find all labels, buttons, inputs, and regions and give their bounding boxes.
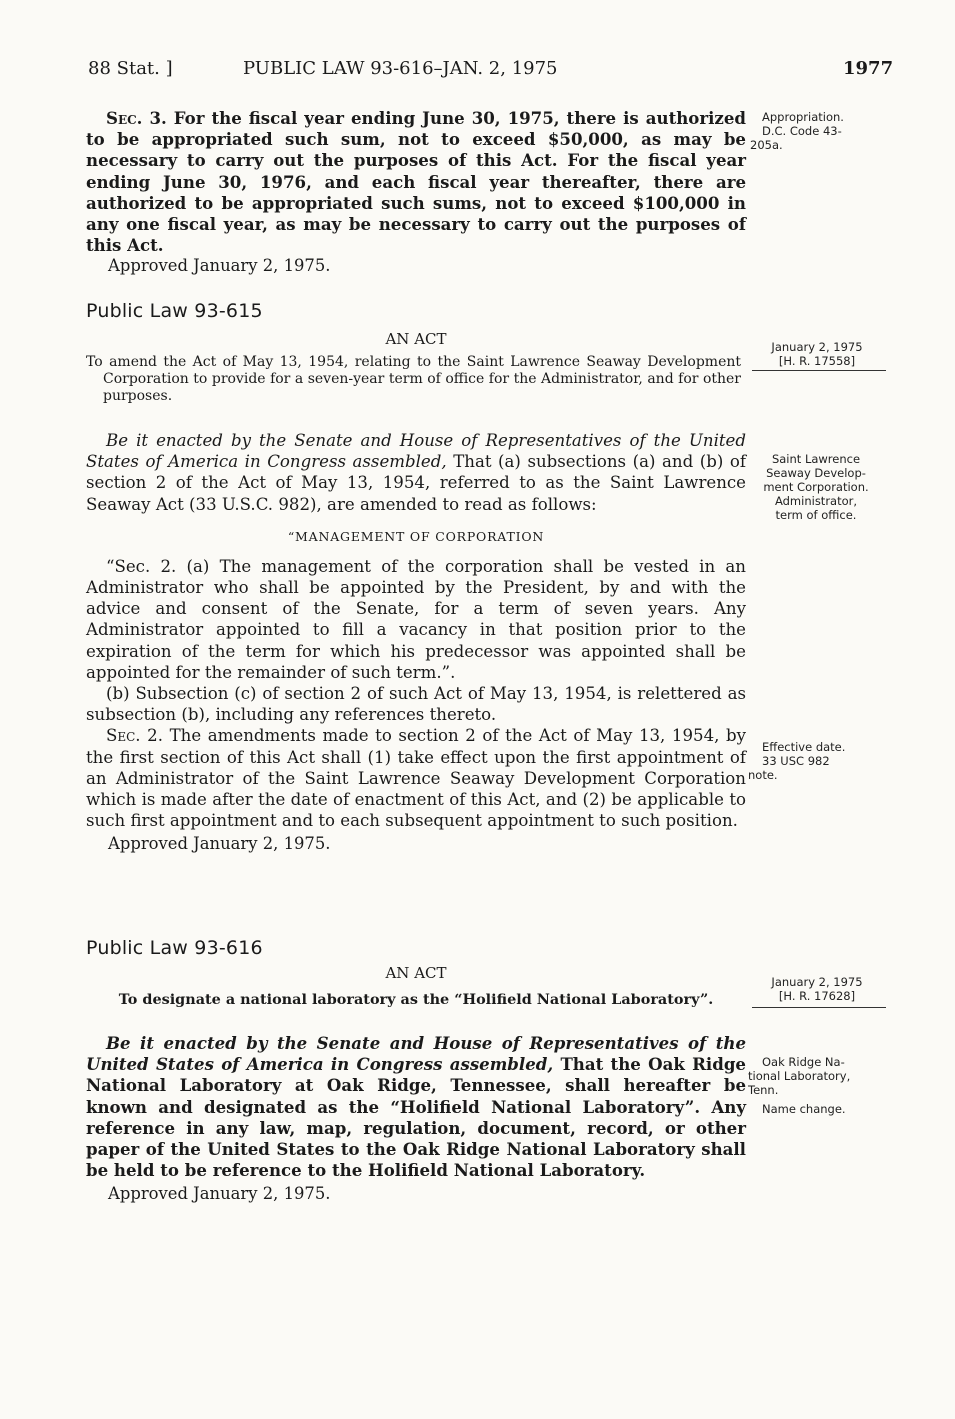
running-head: PUBLIC LAW 93-616–JAN. 2, 1975 — [243, 58, 558, 79]
section-3-block — [86, 108, 746, 275]
section-3-text: For the fiscal year ending June 30, 1975, there is authorized to be appropriated such sum, not to exceed $50,000, as may be necessary to carry out the purposes of this Act. For the fiscal year ending June 30, 1976, and each fiscal year thereafter, there are authorized to be appropriated such sums, not to exceed $100,000 in any one fiscal year, as may be necessary to carry out the purposes of this Act. — [86, 108, 746, 256]
margin-rule — [752, 1007, 886, 1008]
section-3-paragraph — [86, 108, 746, 256]
approval-line-2: Approved January 2, 1975. — [108, 834, 331, 854]
purpose-615: To amend the Act of May 13, 1954, relating to the Saint Lawrence Seaway Development Corporation to provide for a seven-year term of office for the Administrator, and for other purposes. — [86, 354, 741, 404]
margin-line: Administrator, — [774, 494, 858, 508]
section-2-text: The amendments made to section 2 of the Act of May 13, 1954, by the first section of this Act shall (1) take effect upon the first appointment of an Administrator of the Saint Lawrence Seaway Development Corporation which is made after the date of enactment of this Act, and (2) be applicable to such first appointment and to each subsequent appointment to such position. — [86, 726, 746, 831]
enacting-clause-615 — [86, 430, 746, 515]
page-number: 1977 — [843, 58, 894, 79]
approval-line-3: Approved January 2, 1975. — [108, 1184, 331, 1204]
bill-number: [H. R. 17628] — [778, 989, 856, 1003]
purpose-616: To designate a national laboratory as the “Holifield National Laboratory”. — [118, 991, 714, 1008]
margin-line: 33 USC 982 — [762, 754, 830, 768]
margin-note-oak-ridge — [748, 1055, 851, 1116]
enactment-date: January 2, 1975 — [771, 975, 863, 989]
bill-number: [H. R. 17558] — [778, 354, 856, 368]
margin-line: Effective date. — [762, 740, 846, 754]
margin-line: Saint Lawrence — [771, 452, 861, 466]
section-2-paragraph — [86, 725, 746, 831]
law-616-body — [86, 1033, 746, 1203]
law-615-body — [86, 430, 746, 853]
margin-line: Appropriation. — [762, 110, 844, 124]
margin-rule — [752, 370, 886, 371]
date-note-615 — [752, 340, 882, 368]
margin-note-appropriation — [750, 110, 844, 152]
date-note-616 — [752, 975, 882, 1003]
enactment-date: January 2, 1975 — [771, 340, 863, 354]
enacting-clause-616 — [86, 1033, 746, 1181]
public-law-616-title: Public Law 93-616 — [86, 937, 263, 959]
margin-line: Oak Ridge Na- — [762, 1055, 845, 1069]
margin-line: 205a. — [750, 138, 783, 152]
margin-line: term of office. — [775, 508, 857, 522]
enacting-text: That the Oak Ridge National Laboratory at Oak Ridge, Tennessee, shall hereafter be known and designated as the “Holifield National Laboratory”. Any reference in any law, map, regulation, document, record, or other paper of the United States to the Oak Ridge National Laboratory shall be held to be reference to the Holifield National Laboratory. — [86, 1054, 746, 1181]
act-heading-616: AN ACT — [385, 964, 447, 982]
enacting-formula: Be it enacted by the Senate and House of Representatives of the United States of America in Congress assembled, — [86, 1033, 746, 1075]
quoted-section-2: “Sec. 2. (a) The management of the corporation shall be vested in an Administrator who shall be appointed by the President, by and with the advice and consent of the Senate, for a term of seven years. Any Administrator appointed to fill a vacancy in that position prior to the expiration of the term for which his predecessor was appointed shall be appointed for the remainder of such term.”. — [86, 556, 746, 682]
margin-line: Tenn. — [748, 1083, 779, 1097]
section-3-lead: Sec. 3. — [106, 108, 167, 128]
enacting-text: That (a) subsections (a) and (b) of section 2 of the Act of May 13, 1954, referred to as the Saint Lawrence Seaway Act (33 U.S.C. 982), are amended to read as follows: — [86, 452, 746, 514]
margin-line: Seaway Develop- — [766, 466, 866, 480]
section-2-lead: Sec. 2. — [106, 726, 163, 746]
act-heading-615: AN ACT — [385, 330, 447, 348]
purpose-616-block — [86, 991, 746, 1008]
quoted-subheading: “MANAGEMENT OF CORPORATION — [287, 528, 545, 544]
margin-note-seaway — [747, 452, 885, 522]
margin-note-effective-date — [748, 740, 846, 782]
purpose-615-block — [86, 354, 741, 405]
margin-line: tional Laboratory, — [748, 1069, 851, 1083]
margin-line: Name change. — [762, 1102, 846, 1116]
public-law-615-title: Public Law 93-615 — [86, 300, 263, 322]
subsection-b: (b) Subsection (c) of section 2 of such Act of May 13, 1954, is relettered as subsection (b), including any references thereto. — [86, 684, 746, 725]
enacting-formula: Be it enacted by the Senate and House of Representatives of the United States of America in Congress assembled, — [86, 431, 746, 472]
margin-line: D.C. Code 43- — [762, 124, 842, 138]
approval-line-1: Approved January 2, 1975. — [108, 256, 331, 276]
margin-line: note. — [748, 768, 778, 782]
margin-line: ment Corporation. — [763, 480, 869, 494]
volume-reference: 88 Stat. ] — [88, 58, 173, 79]
